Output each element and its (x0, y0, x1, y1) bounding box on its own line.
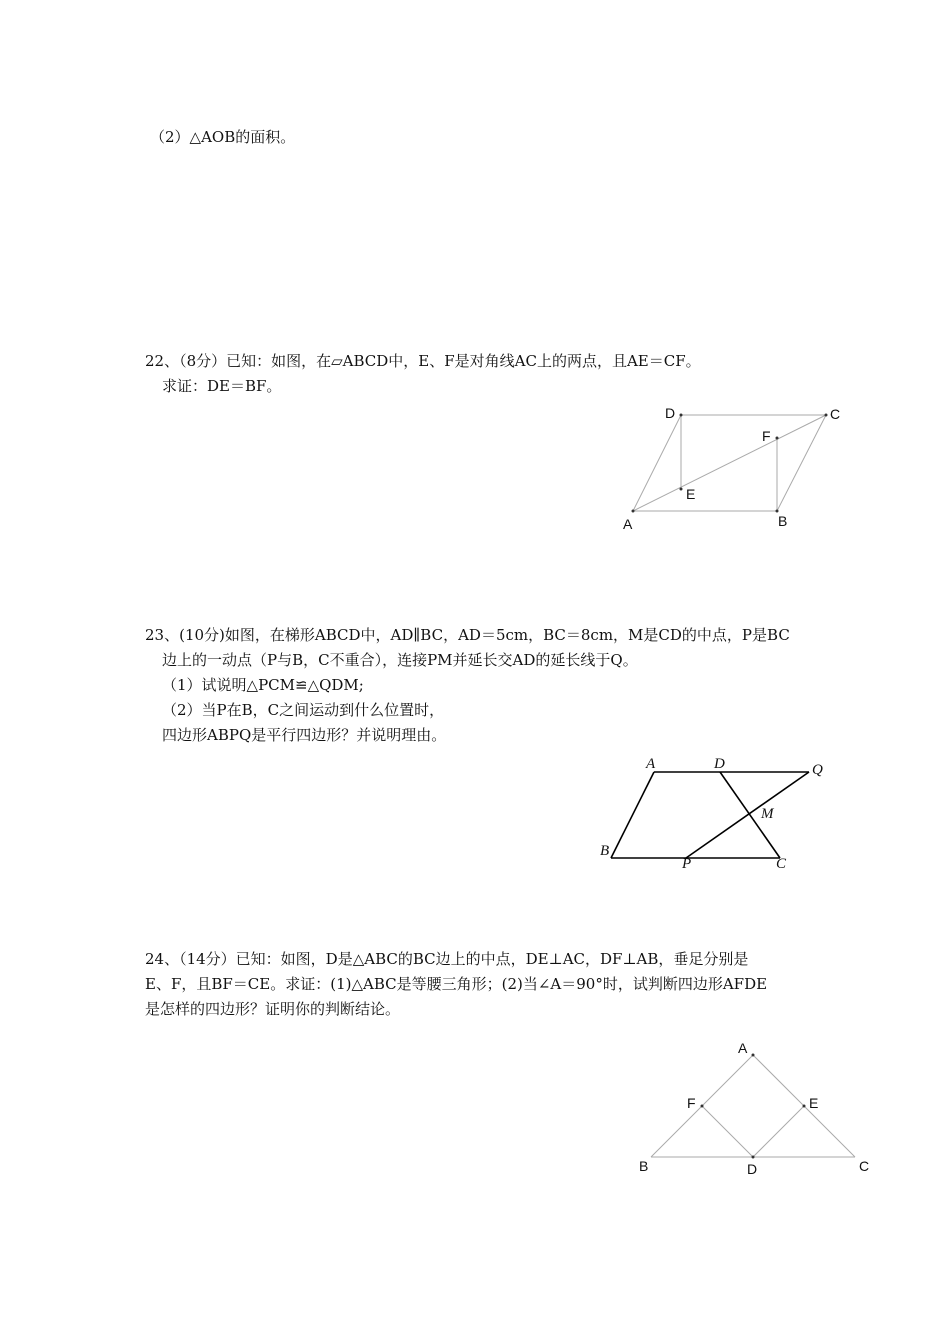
q23-statement: 23、(10分)如图，在梯形ABCD中，AD∥BC，AD＝5cm，BC＝8cm，M是CD的中点，P是BC (145, 626, 790, 644)
q22-label-e: E (686, 486, 696, 502)
q24-segment-fd (702, 1106, 753, 1157)
q24-label-b: B (639, 1158, 649, 1174)
q23-statement-cont: 边上的一动点（P与B，C不重合），连接PM并延长交AD的延长线于Q。 (162, 651, 638, 669)
q22-label-c: C (830, 406, 841, 422)
q23-part1: （1）试说明△PCM≌△QDM; (162, 676, 364, 694)
q24-label-f: F (687, 1095, 696, 1111)
q22-label-f: F (762, 428, 771, 444)
q24-label-c: C (859, 1158, 870, 1174)
q22-parallelogram-figure (610, 398, 860, 538)
q23-label-c: C (776, 856, 787, 872)
q24-statement-end: 是怎样的四边形？证明你的判断结论。 (145, 1000, 401, 1018)
q23-label-b: B (600, 843, 610, 859)
q22-label-b: B (778, 513, 788, 529)
q23-part2: （2）当P在B，C之间运动到什么位置时， (162, 701, 445, 719)
q24-label-a: A (738, 1040, 748, 1056)
q23-label-p: P (682, 856, 692, 872)
q24-segment-ed (753, 1106, 804, 1157)
q22-label-d: D (665, 405, 676, 421)
q23-side-ab (611, 772, 654, 858)
q24-statement-cont: E、F，且BF＝CE。求证：(1)△ABC是等腰三角形；(2)当∠A＝90°时，试判断四边形AFDE (145, 975, 768, 993)
q23-label-m: M (761, 806, 774, 822)
q21-part2: （2）△AOB的面积。 (150, 128, 296, 146)
q22-diagonal-ac (633, 415, 826, 511)
q23-part2-cont: 四边形ABPQ是平行四边形？并说明理由。 (162, 726, 447, 744)
q22-statement: 22、（8分）已知：如图，在▱ABCD中，E、F是对角线AC上的两点，且AE＝CF。 (145, 352, 701, 370)
q22-label-a: A (623, 516, 633, 532)
q23-label-q: Q (812, 762, 823, 778)
q23-label-d: D (714, 756, 725, 772)
q24-statement: 24、（14分）已知：如图，D是△ABC的BC边上的中点，DE⊥AC，DF⊥AB，垂足分别是 (145, 950, 749, 968)
q24-label-e: E (809, 1095, 819, 1111)
q22-side-ad (633, 415, 681, 511)
q24-triangle-figure (630, 1035, 880, 1180)
q22-prove: 求证：DE＝BF。 (162, 377, 282, 395)
q23-line-pq (686, 772, 809, 858)
q24-label-d: D (747, 1161, 758, 1177)
q23-label-a: A (646, 756, 656, 772)
q23-trapezoid-figure (590, 750, 840, 880)
q22-side-cb (777, 415, 826, 511)
